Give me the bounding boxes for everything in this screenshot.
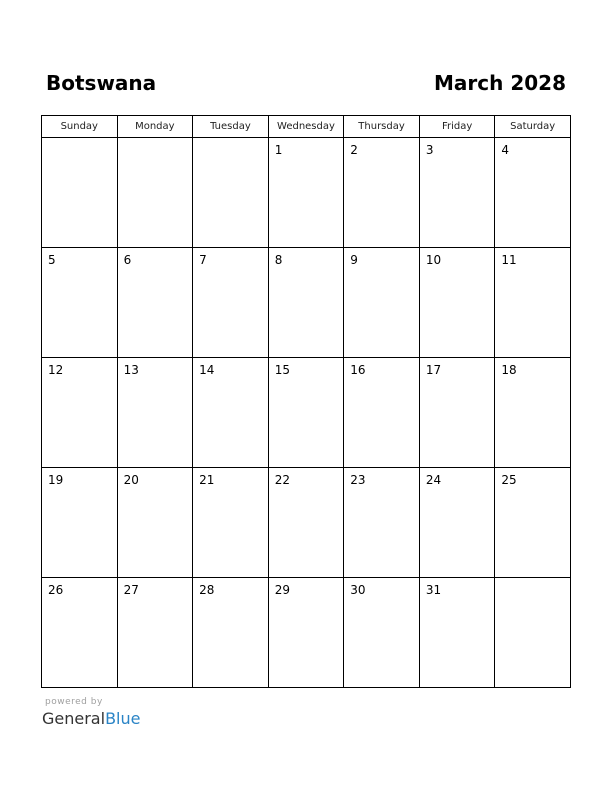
day-number: 18: [501, 363, 517, 377]
weekday-header: Thursday: [344, 116, 420, 138]
week-row: [42, 358, 571, 468]
day-number: 28: [199, 583, 215, 597]
day-cell: [268, 468, 344, 578]
day-cell: [117, 578, 193, 688]
day-cell: [193, 468, 269, 578]
day-cell: [268, 578, 344, 688]
day-number: [42, 138, 117, 143]
day-number: 9: [350, 253, 358, 267]
day-cell: [268, 138, 344, 248]
weekday-header-row: [42, 116, 571, 138]
day-number: [495, 578, 570, 583]
day-number: [193, 138, 268, 143]
day-cell: [42, 468, 118, 578]
day-number: 24: [425, 473, 442, 487]
day-cell: [495, 138, 571, 248]
weekday-header: Wednesday: [268, 116, 344, 138]
day-number: 5: [48, 253, 56, 267]
day-number: 29: [274, 583, 290, 597]
day-cell: [419, 578, 495, 688]
day-number: 12: [48, 363, 64, 377]
day-number: 8: [274, 253, 283, 267]
day-cell: [344, 138, 420, 248]
calendar-grid: [41, 115, 571, 688]
day-number: 1: [274, 143, 283, 157]
day-number: 23: [350, 473, 366, 487]
day-number: 25: [501, 473, 517, 487]
day-cell: [268, 358, 344, 468]
day-number: 10: [425, 253, 442, 267]
day-cell: [419, 468, 495, 578]
day-number: [118, 138, 193, 143]
day-cell: [42, 578, 118, 688]
day-number: 14: [199, 363, 215, 377]
day-cell: [193, 248, 269, 358]
day-number: 27: [123, 583, 139, 597]
day-number: 21: [199, 473, 215, 487]
brand-logo[interactable]: [42, 709, 140, 728]
week-row: [42, 468, 571, 578]
day-cell: [42, 138, 118, 248]
day-cell: [117, 468, 193, 578]
day-cell: [419, 138, 495, 248]
day-cell: [193, 358, 269, 468]
day-number: 4: [501, 143, 510, 157]
day-cell: [193, 138, 269, 248]
day-number: 26: [48, 583, 64, 597]
day-cell: [344, 358, 420, 468]
day-cell: [117, 138, 193, 248]
day-cell: [495, 578, 571, 688]
weekday-header: Saturday: [495, 116, 571, 138]
day-number: 19: [48, 473, 64, 487]
weekday-header: Friday: [419, 116, 495, 138]
week-row: [42, 248, 571, 358]
day-cell: [268, 248, 344, 358]
day-cell: [419, 358, 495, 468]
day-number: 30: [350, 583, 366, 597]
powered-by-label: powered by: [45, 697, 103, 707]
day-number: 16: [350, 363, 366, 377]
weekday-header: Tuesday: [193, 116, 269, 138]
day-number: 15: [274, 363, 290, 377]
country-title: Botswana: [46, 71, 157, 95]
day-number: 11: [501, 253, 517, 267]
brand-blue: Blue: [105, 709, 141, 728]
day-cell: [495, 468, 571, 578]
day-cell: [193, 578, 269, 688]
day-cell: [42, 358, 118, 468]
day-number: 7: [199, 253, 207, 267]
day-number: 31: [425, 583, 442, 597]
day-cell: [117, 248, 193, 358]
day-cell: [495, 248, 571, 358]
week-row: [42, 578, 571, 688]
day-cell: [419, 248, 495, 358]
day-cell: [495, 358, 571, 468]
week-row: [42, 138, 571, 248]
day-number: 6: [123, 253, 132, 267]
month-year-title: March 2028: [434, 71, 566, 95]
weekday-header: Monday: [117, 116, 193, 138]
weekday-header: Sunday: [42, 116, 118, 138]
day-number: 20: [123, 473, 139, 487]
brand-general: General: [42, 709, 106, 728]
day-number: 3: [425, 143, 434, 157]
day-cell: [344, 248, 420, 358]
day-cell: [344, 468, 420, 578]
day-number: 2: [350, 143, 358, 157]
day-number: 13: [123, 363, 139, 377]
day-number: 22: [274, 473, 290, 487]
day-number: 17: [425, 363, 442, 377]
day-cell: [42, 248, 118, 358]
day-cell: [117, 358, 193, 468]
day-cell: [344, 578, 420, 688]
